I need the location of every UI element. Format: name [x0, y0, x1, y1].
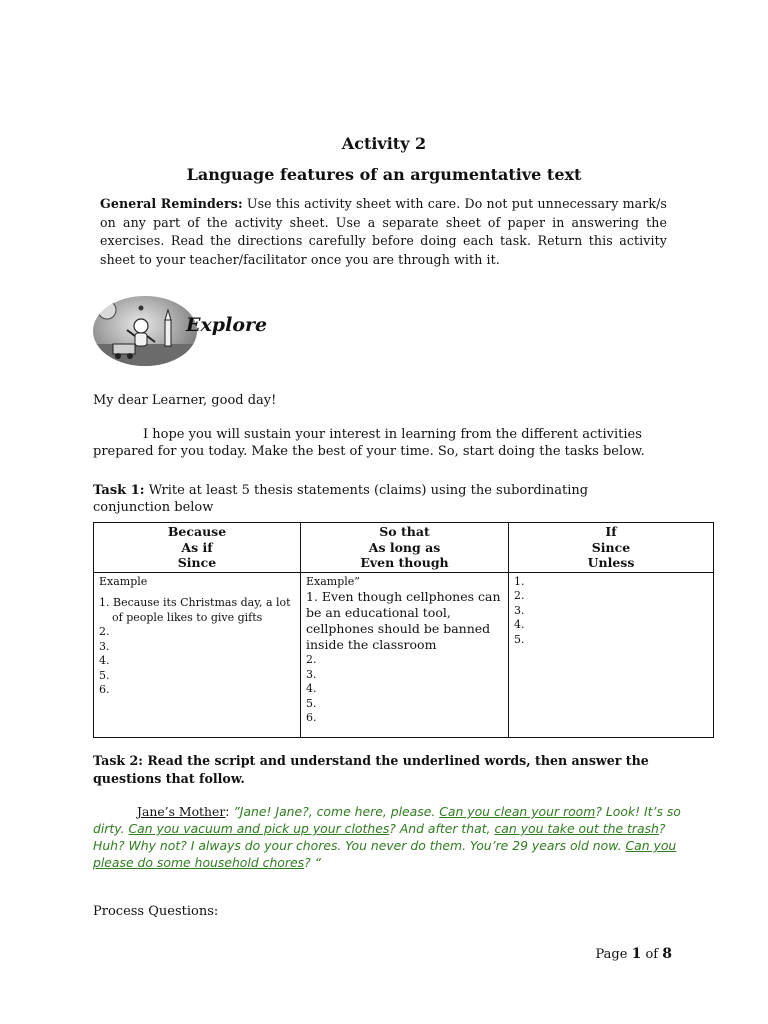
example-label: Example”: [306, 574, 360, 588]
list-item: 4.: [306, 682, 317, 695]
example-sentence: 1. Because its Christmas day, a lot of people likes to give gifts: [99, 596, 291, 624]
header-word: Because: [167, 524, 227, 539]
list-item: 4.: [99, 654, 110, 667]
intro-paragraph: I hope you will sustain your interest in learning from the different activities prepared for you today. Make the best of your time. So, start doing the tasks below.: [93, 427, 645, 459]
script-text: ? And after that,: [389, 821, 495, 836]
explore-title: Explore: [186, 314, 268, 336]
task1-instructions: [93, 482, 653, 516]
page-word: Page: [595, 947, 628, 962]
speaker-name: Jane’s Mother: [137, 804, 226, 819]
header-word: As long as: [368, 539, 441, 555]
list-item: 6.: [99, 683, 110, 696]
underlined-phrase: Can you vacuum and pick up your clothes: [128, 821, 390, 836]
underlined-phrase: Can you please do some household chores: [93, 838, 677, 870]
header-word: Unless: [587, 555, 635, 570]
underlined-phrase: Can you clean your room: [439, 804, 596, 819]
list-item: 4.: [514, 618, 525, 631]
list-item: 5.: [306, 696, 317, 710]
header-word: So that: [379, 524, 430, 539]
conjunction-table: [93, 522, 714, 738]
astronaut-illustration: [93, 296, 197, 366]
answer-list: [99, 625, 295, 698]
list-item: 2.: [99, 625, 110, 638]
table-header-row: [94, 523, 714, 573]
of-word: of: [645, 947, 659, 962]
list-item: 3.: [306, 667, 317, 681]
script-text: ”Jane! Jane?, come here, please.: [229, 804, 440, 819]
task1-text: Write at least 5 thesis statements (claims) using the subordinating conjunction below: [93, 483, 589, 515]
reminders-label: General Reminders:: [100, 196, 243, 211]
greeting: My dear Learner, good day!: [93, 393, 277, 408]
header-word: Even though: [360, 555, 449, 570]
page-number: [596, 946, 673, 962]
table-body-row: [94, 572, 714, 737]
list-item: 5.: [514, 632, 525, 646]
list-item: 2.: [306, 653, 317, 666]
task1-label: Task 1:: [93, 483, 145, 498]
example-label: Example: [99, 574, 148, 588]
general-reminders: [100, 195, 667, 269]
answer-list: [306, 653, 503, 726]
header-word: If: [605, 524, 617, 539]
page-title: Language features of an argumentative text: [186, 165, 582, 184]
header-cell: [94, 523, 301, 573]
list-item: 3.: [514, 603, 525, 617]
reminders-text: Use this activity sheet with care. Do not put unnecessary mark/s on any part of the activity sheet. Use a separate sheet of paper in answering the exercises. Read the directions carefully before doing each task. Return this activity sheet to your teacher/facilitator once you are through with it.: [100, 196, 667, 267]
total-pages: 8: [662, 946, 672, 962]
activity-number: Activity 2: [341, 134, 427, 153]
script-dialogue: [93, 803, 683, 871]
astronaut-icon: [93, 296, 197, 366]
speaker-colon: :: [225, 804, 230, 819]
script-text: ? Look! It’s so dirty.: [93, 804, 681, 836]
answer-cell[interactable]: [509, 572, 714, 737]
answer-cell[interactable]: [301, 572, 509, 737]
task2-instructions: Task 2: Read the script and understand the underlined words, then answer the questions that follow.: [93, 753, 649, 786]
header-word: Since: [177, 555, 217, 570]
script-text: ? “: [304, 855, 321, 870]
answer-list: [514, 575, 708, 648]
answer-cell[interactable]: [94, 572, 301, 737]
list-item: 1.: [514, 574, 525, 588]
header-word: As if: [181, 539, 213, 555]
list-item: 2.: [514, 589, 525, 602]
process-questions-heading: Process Questions:: [93, 904, 219, 919]
header-cell: [509, 523, 714, 573]
header-cell: [301, 523, 509, 573]
list-item: 5.: [99, 668, 110, 682]
current-page: 1: [631, 946, 642, 962]
list-item: 6.: [306, 711, 317, 724]
header-word: Since: [591, 539, 631, 555]
underlined-phrase: can you take out the trash: [494, 821, 659, 836]
script-text: ? Huh? Why not? I always do your chores. You never do them. You’re 29 years old now.: [93, 821, 666, 853]
example-sentence: 1. Even though cellphones can be an educational tool, cellphones should be banned inside the classroom: [306, 589, 501, 652]
list-item: 3.: [99, 639, 110, 653]
